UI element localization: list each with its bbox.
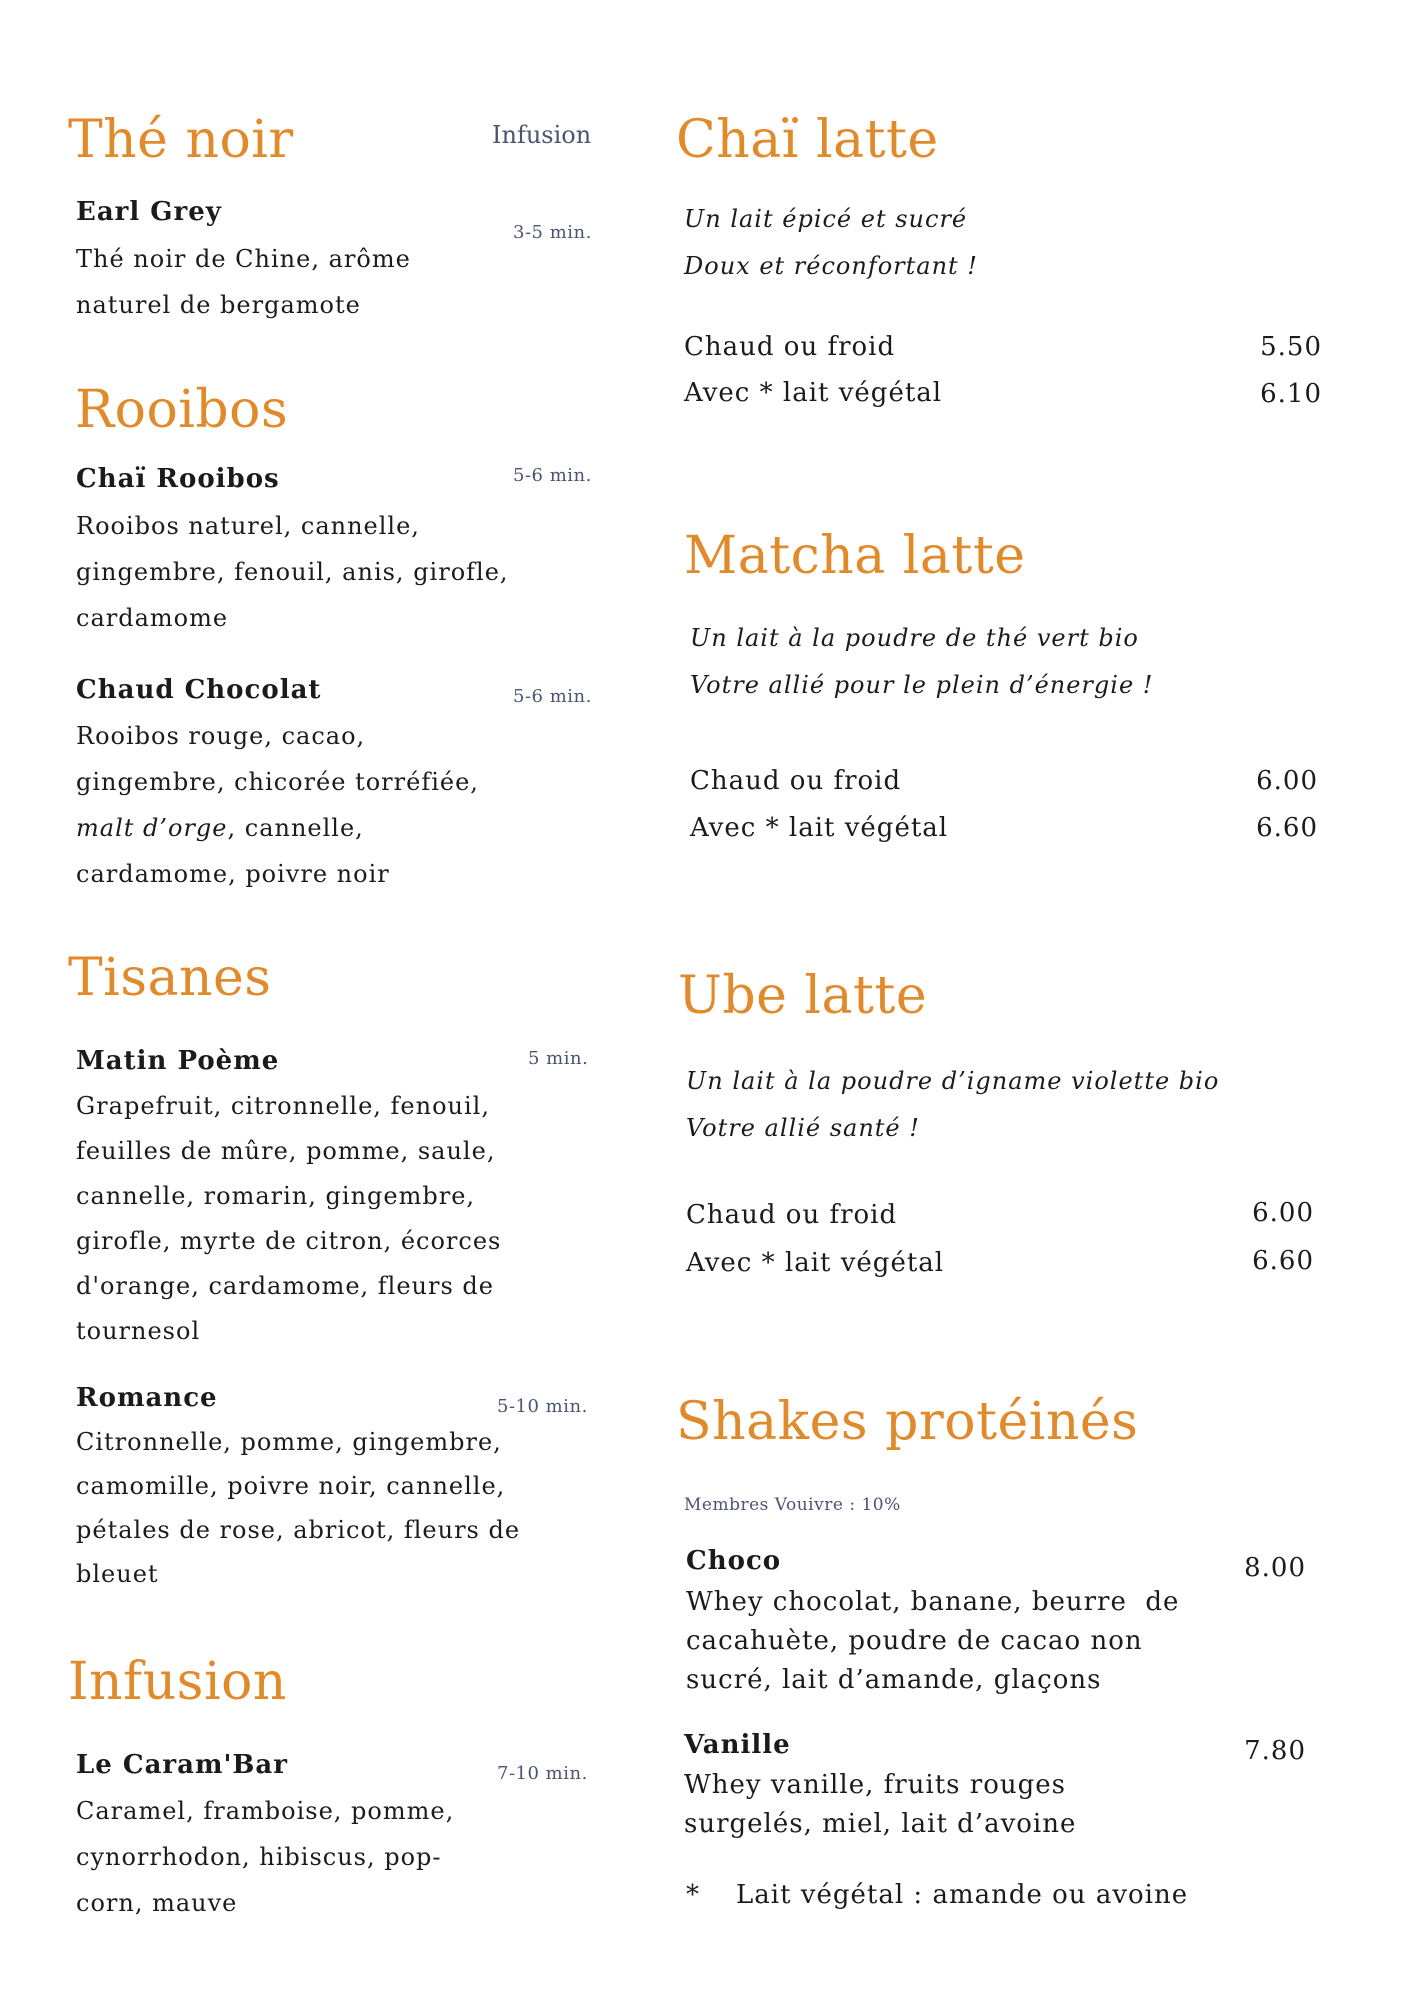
item-description: Caramel, framboise, pomme, cynorrhodon, hibiscus, pop- corn, mauve: [76, 1797, 455, 1917]
item-name: Chaud Chocolat: [76, 675, 322, 705]
item-description: Citronnelle, pomme, gingembre, camomille, poivre noir, cannelle, pétales de rose, abricot, fleurs de bleuet: [76, 1428, 521, 1588]
price: 6.60: [1256, 813, 1318, 843]
item-name: Earl Grey: [76, 197, 222, 227]
tagline: Un lait à la poudre d’igname violette bio Votre allié santé !: [686, 1067, 1220, 1142]
infusion-time: 5-6 min.: [513, 465, 592, 486]
item-name: Chaï Rooibos: [76, 464, 280, 494]
tagline: Un lait épicé et sucré Doux et réconfortant !: [684, 205, 978, 280]
section-title-infusion: Infusion: [68, 1652, 287, 1712]
item-description: Rooibos naturel, cannelle, gingembre, fenouil, anis, girofle, cardamome: [76, 512, 509, 632]
price: 5.50: [1260, 332, 1322, 362]
item-description: Rooibos rouge, cacao, gingembre, chicorée torréfiée, malt d’orge, cannelle, cardamome, poivre noir: [76, 722, 479, 888]
price-row-label: Chaud ou froid: [690, 766, 902, 796]
price: 6.00: [1256, 766, 1318, 796]
price-row-label: Chaud ou froid: [686, 1200, 898, 1230]
infusion-time: 3-5 min.: [513, 222, 592, 243]
item-description: Whey chocolat, banane, beurre de cacahuète, poudre de cacao non sucré, lait d’amande, glaçons: [686, 1587, 1180, 1695]
item-name: Matin Poème: [76, 1046, 280, 1076]
section-title-shakes: Shakes protéinés: [676, 1392, 1139, 1452]
item-description: Whey vanille, fruits rouges surgelés, miel, lait d’avoine: [684, 1770, 1077, 1839]
price: 7.80: [1244, 1736, 1306, 1766]
item-description: Grapefruit, citronnelle, fenouil, feuilles de mûre, pomme, saule, cannelle, romarin, gingembre, girofle, myrte de citron, écorces d'orange, cardamome, fleurs de tournesol: [76, 1092, 502, 1345]
infusion-time: 5-10 min.: [497, 1396, 588, 1417]
section-title-ube-latte: Ube latte: [678, 966, 928, 1026]
item-name: Vanille: [684, 1730, 791, 1760]
price: 6.00: [1252, 1198, 1314, 1228]
price: 8.00: [1244, 1553, 1306, 1583]
item-name: Romance: [76, 1383, 218, 1413]
price-row-label: Chaud ou froid: [684, 332, 896, 362]
item-name: Le Caram'Bar: [76, 1750, 288, 1780]
section-title-the-noir: Thé noir: [68, 110, 294, 170]
item-description: Thé noir de Chine, arôme naturel de bergamote: [76, 245, 411, 319]
price: 6.10: [1260, 379, 1322, 409]
membership-discount-note: Membres Vouivre : 10%: [684, 1495, 901, 1515]
section-title-rooibos: Rooibos: [75, 380, 289, 440]
price-row-label: Avec * lait végétal: [684, 378, 943, 408]
section-title-chai-latte: Chaï latte: [676, 110, 939, 170]
price-row-label: Avec * lait végétal: [690, 813, 949, 843]
footnote: Lait végétal : amande ou avoine: [736, 1880, 1189, 1910]
section-title-tisanes: Tisanes: [68, 948, 272, 1008]
price-row-label: Avec * lait végétal: [686, 1248, 945, 1278]
infusion-time: 7-10 min.: [497, 1763, 588, 1784]
infusion-time: 5 min.: [528, 1048, 589, 1069]
section-title-matcha-latte: Matcha latte: [684, 526, 1026, 586]
tagline: Un lait à la poudre de thé vert bio Votre allié pour le plein d’énergie !: [690, 624, 1154, 699]
infusion-column-label: Infusion: [492, 121, 592, 149]
item-name: Choco: [686, 1546, 782, 1576]
price: 6.60: [1252, 1246, 1314, 1276]
infusion-time: 5-6 min.: [513, 686, 592, 707]
footnote-marker: *: [686, 1880, 700, 1910]
